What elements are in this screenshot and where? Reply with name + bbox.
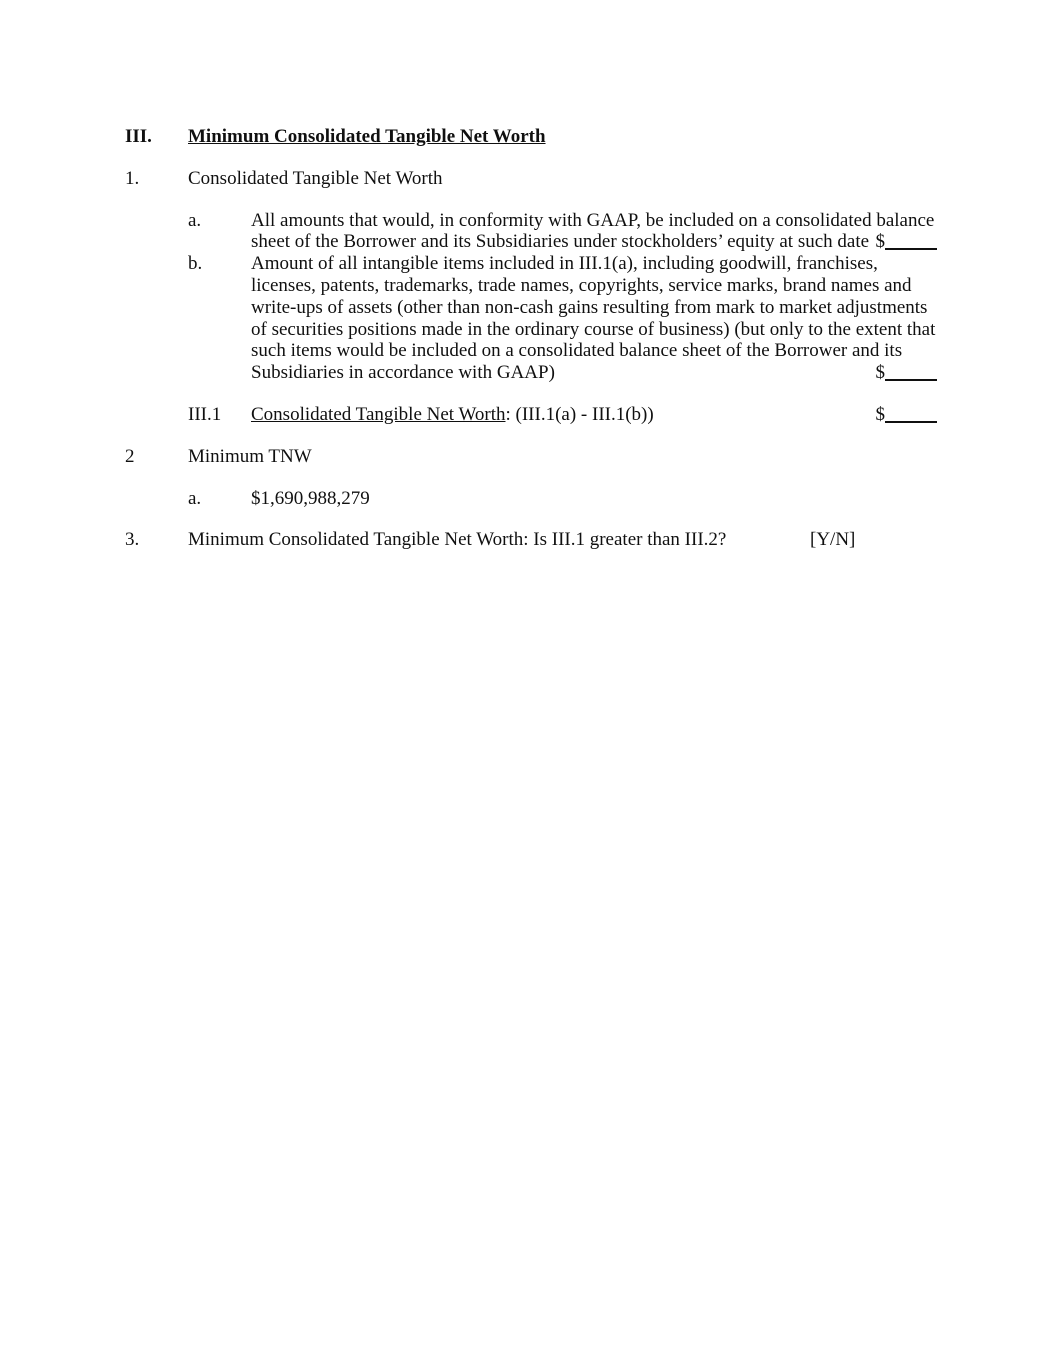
amount-blank-line <box>885 377 937 381</box>
item-2a-label: a. <box>188 487 202 509</box>
item-2a-row <box>188 488 937 510</box>
section-title: Minimum Consolidated Tangible Net Worth <box>188 126 546 147</box>
amount-blank-line <box>885 246 937 250</box>
yn-answer-field: [Y/N] <box>810 529 856 551</box>
item-2-row <box>125 446 937 468</box>
item-1a-amount-field <box>876 231 938 253</box>
item-3-body <box>188 529 937 551</box>
item-1-number: 1. <box>125 167 140 189</box>
item-1a-body <box>251 210 937 254</box>
item-1b-amount-field <box>876 362 938 384</box>
currency-symbol: $ <box>875 362 885 384</box>
item-iii1-body <box>251 404 937 426</box>
item-1b-row <box>188 253 937 384</box>
item-1b-label: b. <box>188 253 203 275</box>
item-3-question: Minimum Consolidated Tangible Net Worth: Is III.1 greater than III.2? <box>188 529 727 551</box>
item-1-title: Consolidated Tangible Net Worth <box>188 167 443 189</box>
item-2-title: Minimum TNW <box>188 445 312 467</box>
amount-blank-line <box>885 419 937 423</box>
item-1-row <box>125 168 937 190</box>
item-3-number: 3. <box>125 529 140 551</box>
item-1a-label: a. <box>188 209 202 231</box>
item-2a-value: $1,690,988,279 <box>251 487 370 509</box>
item-1a-text: All amounts that would, in conformity with GAAP, be included on a consolidated balance sheet of the Borrower and its Subsidiaries under stockholders’ equity at such date <box>251 209 935 253</box>
currency-symbol: $ <box>875 231 885 253</box>
item-1a-row <box>188 210 937 254</box>
item-iii1-row <box>188 404 937 426</box>
item-1b-body <box>251 253 937 384</box>
currency-symbol: $ <box>875 403 885 425</box>
section-number: III. <box>125 126 152 147</box>
item-2-number: 2 <box>125 445 135 467</box>
item-iii1-title: Consolidated Tangible Net Worth <box>251 403 506 425</box>
item-iii1-amount-field <box>876 404 938 426</box>
item-iii1-formula: : (III.1(a) - III.1(b)) <box>505 403 654 425</box>
item-1b-text: Amount of all intangible items included in III.1(a), including goodwill, franchises, licenses, patents, trademarks, trade names, copyrights, service marks, brand names and write-ups of assets (other than non-cash gains resulting from mark to market adjustments of securities positions made in the ordinary course of business) (but only to the extent that such items would be included on a consolidated balance sheet of the Borrower and its Subsidiaries in accordance with GAAP) <box>251 253 936 384</box>
item-3-row <box>125 529 937 551</box>
section-heading-row <box>125 126 937 148</box>
item-iii1-label: III.1 <box>188 403 222 425</box>
